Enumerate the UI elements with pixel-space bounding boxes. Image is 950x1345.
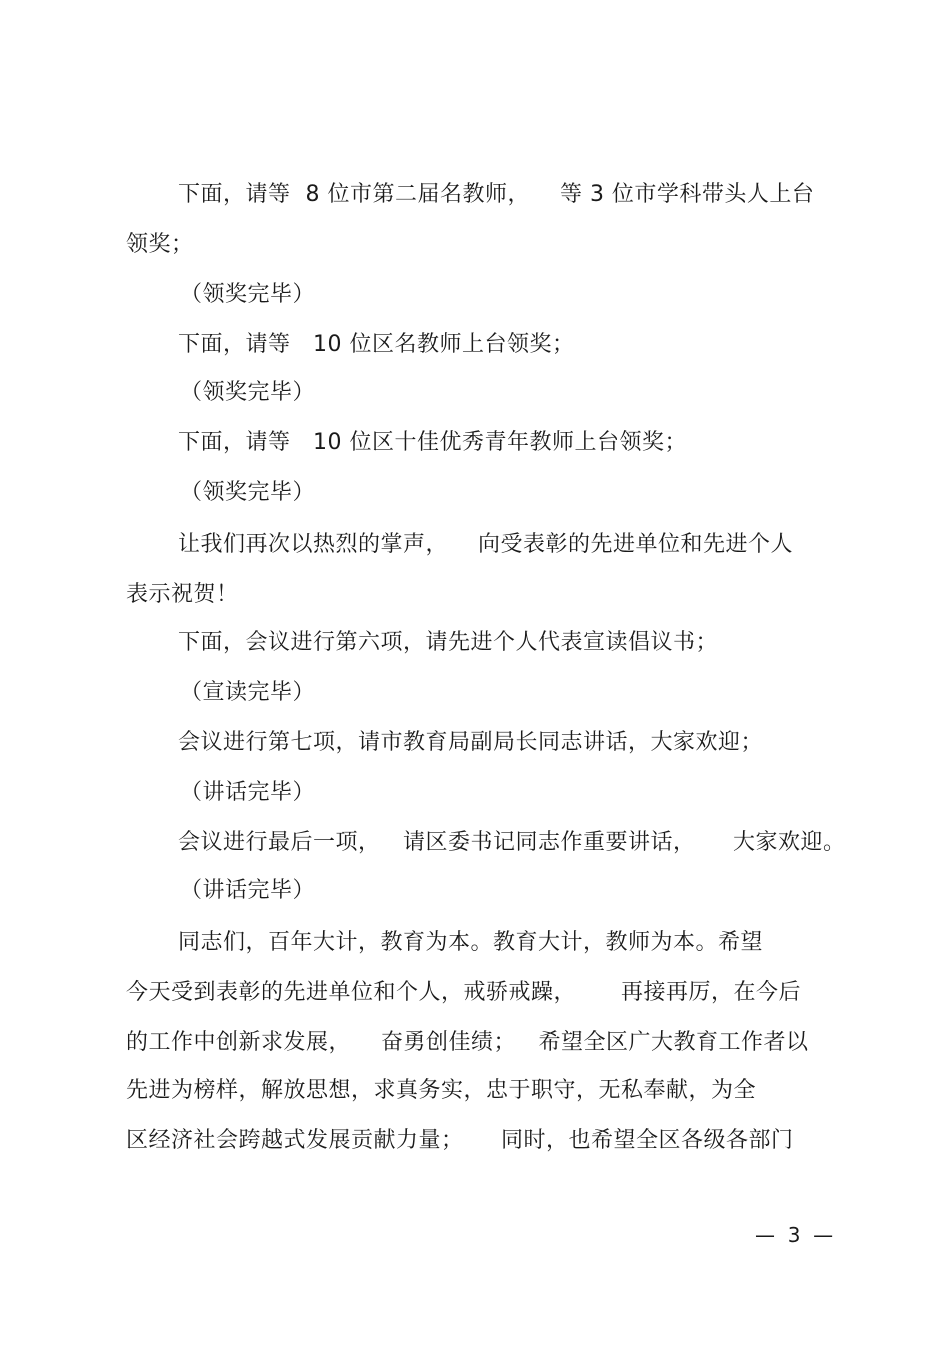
text-line: （领奖完毕）: [180, 480, 316, 505]
text-line: 会议进行最后一项， 请区委书记同志作重要讲话， 大家欢迎。: [178, 830, 846, 855]
text-line: 会议进行第七项，请市教育局副局长同志讲话，大家欢迎；: [178, 730, 764, 755]
text-line: 下面，请等 10 位区十佳优秀青年教师上台领奖；: [178, 430, 687, 455]
text-line: （讲话完毕）: [180, 780, 316, 805]
text-line: 下面，会议进行第六项，请先进个人代表宣读倡议书；: [178, 630, 719, 655]
text-line: 下面，请等 10 位区名教师上台领奖；: [178, 332, 575, 357]
text-line: 区经济社会跨越式发展贡献力量； 同时，也希望全区各级各部门: [126, 1128, 794, 1153]
text-line: 让我们再次以热烈的掌声， 向受表彰的先进单位和先进个人: [178, 532, 793, 557]
text-line: （讲话完毕）: [180, 878, 316, 903]
text-line: 的工作中创新求发展， 奋勇创佳绩； 希望全区广大教育工作者以: [126, 1030, 809, 1055]
page-number: — 3 —: [755, 1223, 834, 1247]
text-line: 同志们，百年大计，教育为本。教育大计，教师为本。希望: [178, 930, 764, 955]
text-line: 领奖；: [126, 232, 194, 257]
text-line: （领奖完毕）: [180, 380, 316, 405]
text-line: 表示祝贺！: [126, 582, 239, 607]
text-line: 先进为榜样，解放思想，求真务实，忠于职守，无私奉献，为全: [126, 1078, 757, 1103]
text-line: 今天受到表彰的先进单位和个人，戒骄戒躁， 再接再厉，在今后: [126, 980, 801, 1005]
text-line: 下面，请等 8 位市第二届名教师， 等 3 位市学科带头人上台: [178, 182, 815, 207]
text-line: （领奖完毕）: [180, 282, 316, 307]
text-line: （宣读完毕）: [180, 680, 316, 705]
